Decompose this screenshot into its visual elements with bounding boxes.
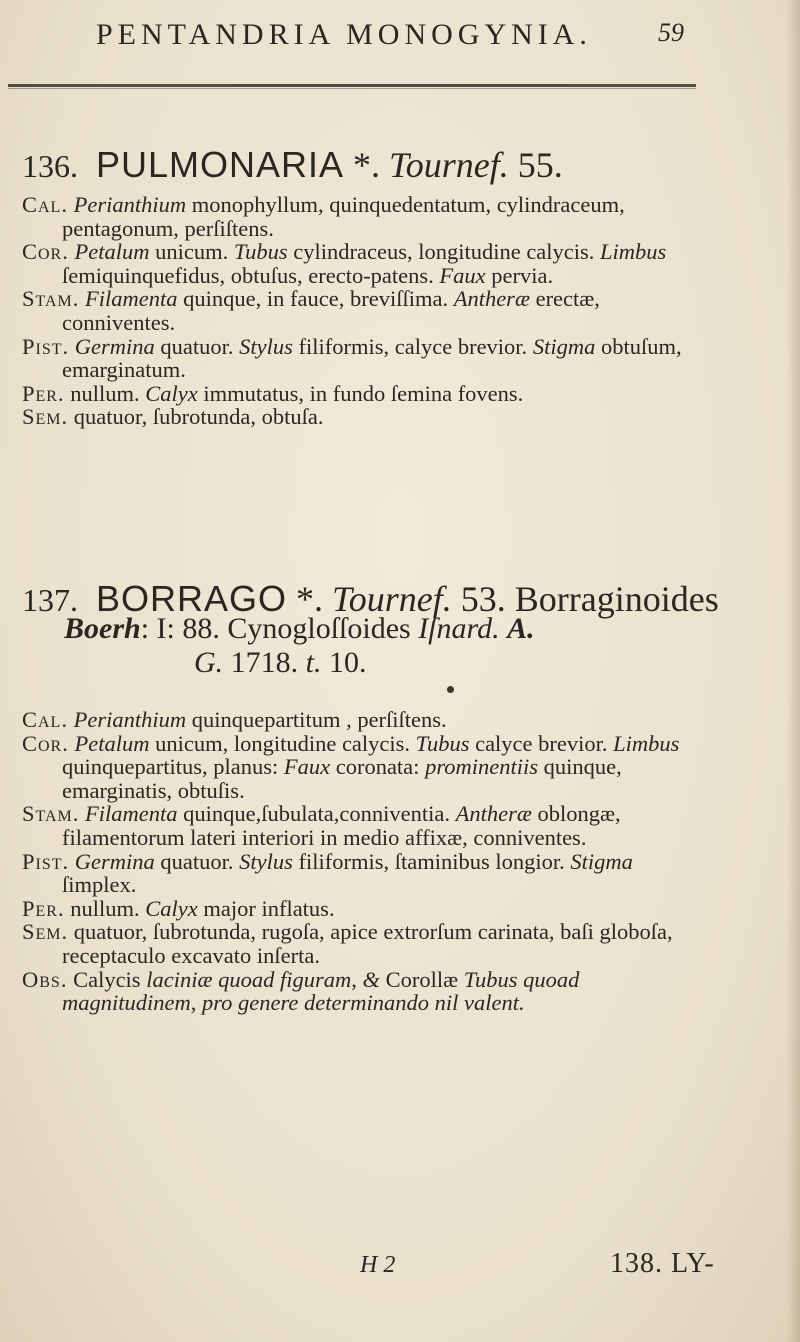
- entry-label: Cor.: [22, 239, 69, 265]
- citation-t: t.: [305, 646, 322, 679]
- entry-text: quinquepartitum , perſiſtens.: [186, 707, 447, 732]
- description-entry: [22, 708, 710, 732]
- entry-label: Per.: [22, 380, 65, 406]
- entry-label: Stam.: [22, 801, 80, 827]
- entry-label: Pist.: [22, 333, 70, 359]
- entry-term: Tubus: [233, 239, 288, 265]
- entry-term: Tubus: [415, 730, 470, 756]
- entry-text: quatuor, ſubrotunda, rugoſa, apice extrorſum carinata, baſi globoſa, receptaculo excavato inſerta.: [62, 919, 673, 968]
- entry-term: Stylus: [239, 333, 293, 359]
- entry-term: Perianthium: [73, 192, 187, 217]
- description-entry: [22, 897, 710, 921]
- entry-text: nullum.: [70, 895, 146, 921]
- entry-text: filiformis, calyce brevior.: [292, 333, 533, 359]
- entry-label: Per.: [22, 895, 65, 921]
- genus-name: PULMONARIA: [96, 144, 345, 185]
- genus-mark: *.: [296, 579, 324, 619]
- ornament-dot: [447, 686, 454, 693]
- description-entry: [22, 287, 710, 334]
- entry-text: ſimplex.: [62, 872, 137, 898]
- description-entry: [22, 193, 710, 240]
- citation-number: 10.: [329, 646, 367, 679]
- entry-term: Petalum: [74, 730, 150, 756]
- entry-text: ,: [351, 966, 363, 992]
- entry-term: Limbus: [600, 239, 667, 265]
- page-edge-shadow: [786, 0, 800, 1342]
- genus-heading-136: [22, 144, 563, 186]
- entry-term: laciniæ quoad figuram: [146, 966, 352, 992]
- entry-label: Cal.: [22, 192, 68, 217]
- running-head-title: PENTANDRIA MONOGYNIA.: [96, 18, 592, 51]
- entry-label: Sem.: [22, 404, 69, 430]
- entry-text: quatuor.: [154, 333, 240, 359]
- entry-text: quatuor, ſubrotunda, obtuſa.: [73, 404, 324, 430]
- running-head: [96, 18, 696, 52]
- entry-text: Calycis: [73, 966, 147, 992]
- entry-text: monophyllum, quinquedentatum, cylindraceum, pentagonum, perſiſtens.: [62, 192, 625, 241]
- entry-text: unicum.: [149, 239, 234, 265]
- page-number: 59: [658, 18, 684, 47]
- entry-term: prominentiis: [425, 754, 538, 780]
- description-entry: [22, 240, 710, 287]
- genus-mark: *.: [353, 145, 381, 185]
- description-137: [22, 708, 710, 1015]
- entry-text: obtuſum, emarginatum.: [62, 333, 682, 383]
- genus-number: 137.: [22, 582, 78, 618]
- entry-text: quinque, emarginatis, obtuſis.: [62, 754, 622, 803]
- synonym-author: Boerh: [64, 612, 141, 645]
- entry-term: Antheræ: [453, 286, 530, 312]
- genus-author: Tournef.: [389, 145, 509, 185]
- genus-citation-line: [194, 646, 367, 680]
- entry-term: Antheræ: [455, 801, 532, 827]
- genus-author: Tournef.: [332, 579, 452, 619]
- entry-label: Sem.: [22, 919, 69, 945]
- entry-term: Filamenta: [85, 801, 178, 827]
- description-entry: [22, 405, 710, 429]
- entry-text: pervia.: [485, 262, 554, 288]
- entry-term: Stigma: [532, 333, 596, 359]
- description-entry: [22, 802, 710, 849]
- entry-text: filiformis, ſtaminibus longior.: [292, 848, 571, 874]
- entry-text: immutatus, in fundo ſemina fovens.: [197, 380, 524, 406]
- entry-label: Pist.: [22, 848, 70, 874]
- genus-name: BORRAGO: [96, 578, 288, 619]
- synonym-author-2: Iſnard.: [418, 612, 500, 645]
- entry-term: Perianthium: [73, 707, 187, 732]
- entry-text: quatuor.: [154, 848, 240, 874]
- entry-text: nullum.: [70, 380, 146, 406]
- entry-text: major inflatus.: [197, 895, 335, 921]
- entry-text: quinque,ſubulata,conniventia.: [177, 801, 456, 827]
- entry-term: Stigma: [570, 848, 633, 874]
- entry-term: Calyx: [145, 895, 198, 921]
- entry-term: Germina: [74, 848, 155, 874]
- header-rule: [8, 84, 696, 87]
- entry-term: Faux: [283, 754, 331, 780]
- entry-term: Stylus: [239, 848, 293, 874]
- signature-mark: H 2: [360, 1252, 396, 1278]
- header-rule-thin: [8, 88, 696, 89]
- description-136: [22, 193, 710, 429]
- entry-text: cylindraceus, longitudine calycis.: [287, 239, 601, 265]
- entry-term: Tubus quoad magnitudinem, pro genere determinando nil valent.: [62, 966, 580, 1016]
- entry-text: quinque, in fauce, breviſſima.: [177, 286, 454, 312]
- entry-label: Stam.: [22, 286, 80, 312]
- synonym-text: : I: 88. Cynogloſſoides: [140, 612, 411, 645]
- citation-g: G.: [194, 646, 224, 679]
- description-entry: [22, 732, 710, 803]
- description-entry: [22, 968, 710, 1015]
- entry-label: Obs.: [22, 966, 68, 992]
- entry-text: ſemiquinquefidus, obtuſus, erecto-patens.: [62, 262, 440, 288]
- entry-term: &: [362, 966, 380, 992]
- synonym-tail: A.: [507, 612, 535, 645]
- entry-text: Corollæ: [379, 966, 464, 992]
- genus-number: 136.: [22, 148, 78, 184]
- citation-year: 1718.: [230, 646, 299, 679]
- entry-text: calyce brevior.: [469, 730, 614, 756]
- entry-term: Petalum: [74, 239, 150, 265]
- entry-text: erectæ, conniventes.: [62, 286, 600, 335]
- catchword: 138. LY-: [610, 1248, 715, 1279]
- entry-text: quinquepartitus, planus:: [62, 754, 284, 780]
- genus-reference: 53. Borraginoides: [460, 579, 719, 619]
- entry-text: oblongæ, filamentorum lateri interiori in medio affixæ, conniventes.: [62, 801, 621, 850]
- description-entry: [22, 920, 710, 967]
- genus-synonym-line: [64, 612, 535, 646]
- entry-label: Cal.: [22, 707, 68, 732]
- entry-label: Cor.: [22, 730, 69, 756]
- entry-term: Faux: [439, 262, 486, 288]
- entry-term: Germina: [74, 333, 155, 359]
- entry-term: Calyx: [145, 380, 198, 406]
- description-entry: [22, 382, 710, 406]
- genus-reference: 55.: [517, 145, 563, 185]
- entry-term: Limbus: [613, 730, 680, 756]
- description-entry: [22, 850, 710, 897]
- description-entry: [22, 335, 710, 382]
- entry-term: Filamenta: [85, 286, 178, 312]
- entry-text: unicum, longitudine calycis.: [149, 730, 416, 756]
- entry-text: coronata:: [330, 754, 426, 780]
